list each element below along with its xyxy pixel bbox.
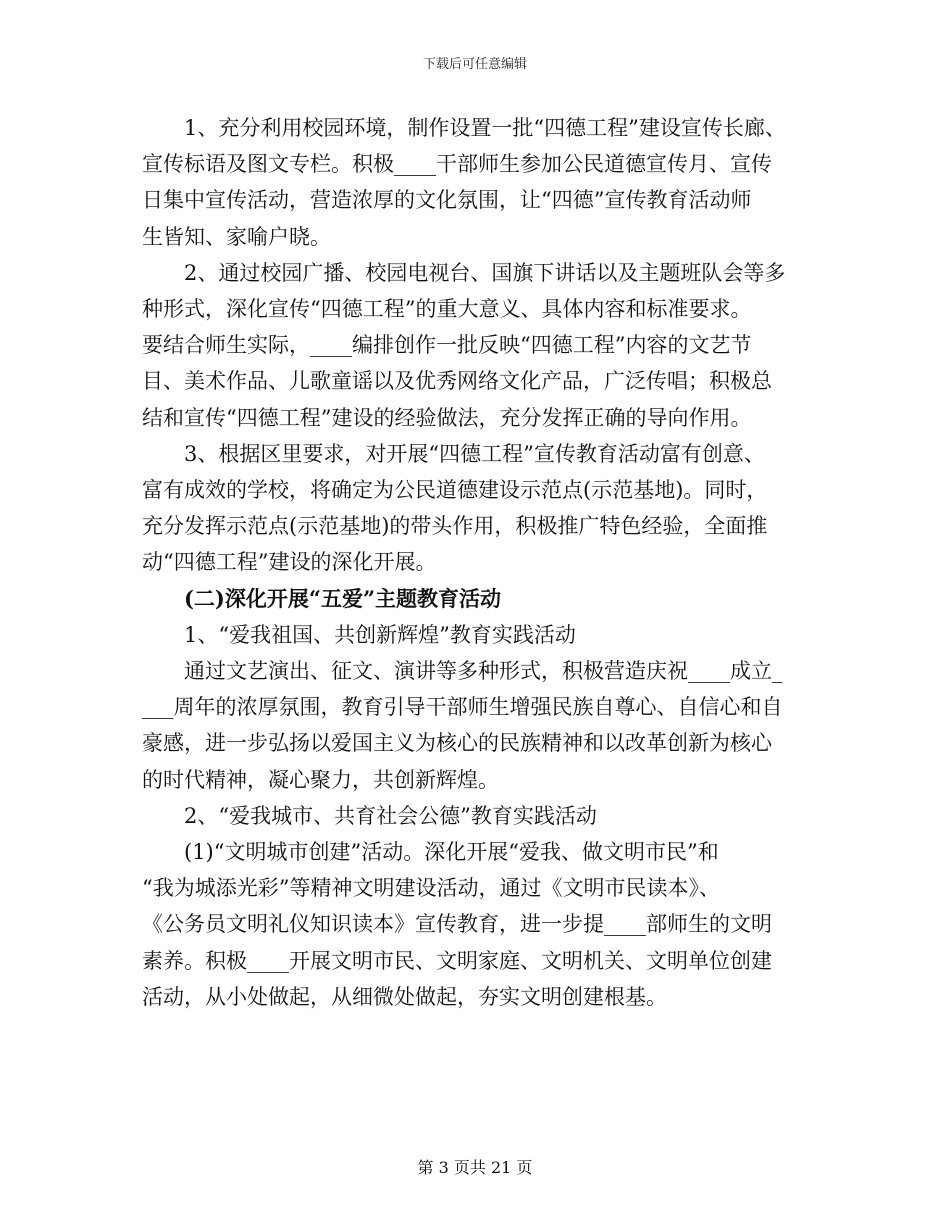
paragraph-1 bbox=[142, 110, 802, 255]
text-line: 豪感，进一步弘扬以爱国主义为核心的民族精神和以改革创新为核心 bbox=[142, 731, 772, 756]
text-line: 富有成效的学校，将确定为公民道德建设示范点(示范基地)。同时， bbox=[142, 478, 768, 503]
subheading-2 bbox=[142, 798, 802, 834]
text-line: ___周年的浓厚氛围，教育引导干部师生增强民族自尊心、自信心和自 bbox=[142, 695, 783, 720]
text-line: 结和宣传“四德工程”建设的经验做法，充分发挥正确的导向作用。 bbox=[142, 405, 752, 430]
text-line: 目、美术作品、儿歌童谣以及优秀网络文化产品，广泛传唱；积极总 bbox=[142, 369, 772, 394]
text-line: 日集中宣传活动，营造浓厚的文化氛围，让“四德”宣传教育活动师 bbox=[142, 188, 752, 213]
text-line: 要结合师生实际，____编排创作一批反映“四德工程”内容的文艺节 bbox=[142, 333, 752, 358]
page-header: 下载后可任意编辑 bbox=[422, 57, 527, 72]
text-line: 通过文艺演出、征文、演讲等多种形式，积极营造庆祝____成立_ bbox=[184, 659, 783, 684]
subheading-1 bbox=[142, 617, 802, 653]
text-line: 的时代精神，凝心聚力，共创新辉煌。 bbox=[142, 767, 499, 792]
text-line: 种形式，深化宣传“四德工程”的重大意义、具体内容和标准要求。 bbox=[142, 297, 752, 322]
text-line: (1)“文明城市创建”活动。深化开展“爱我、做文明市民”和 bbox=[184, 840, 719, 865]
document-body bbox=[142, 110, 802, 1015]
paragraph-4 bbox=[142, 653, 802, 798]
paragraph-3 bbox=[142, 436, 802, 581]
text-line: 《公务员文明礼仪知识读本》宣传教育，进一步提____部师生的文明 bbox=[142, 912, 772, 937]
text-line: 1、充分利用校园环境，制作设置一批“四德工程”建设宣传长廊、 bbox=[184, 116, 786, 140]
text-line: 宣传标语及图文专栏。积极____干部师生参加公民道德宣传月、宣传 bbox=[142, 152, 772, 177]
text-line: 素养。积极____开展文明市民、文明家庭、文明机关、文明单位创建 bbox=[142, 948, 772, 973]
paragraph-5 bbox=[142, 834, 802, 1015]
text-line: 1、“爱我祖国、共创新辉煌”教育实践活动 bbox=[184, 622, 576, 647]
text-line: 2、通过校园广播、校园电视台、国旗下讲话以及主题班队会等多 bbox=[184, 260, 786, 285]
text-line: 3、根据区里要求，对开展“四德工程”宣传教育活动富有创意、 bbox=[184, 441, 765, 466]
text-line: “我为城添光彩”等精神文明建设活动，通过《文明市民读本》、 bbox=[142, 876, 720, 901]
page-footer: 第 3 页共 21 页 bbox=[417, 1158, 533, 1177]
text-line: 2、“爱我城市、共育社会公德”教育实践活动 bbox=[184, 803, 597, 828]
text-line: 生皆知、家喻户晓。 bbox=[142, 224, 331, 249]
section-heading bbox=[142, 581, 802, 617]
text-line: 动“四德工程”建设的深化开展。 bbox=[142, 550, 437, 575]
text-line: 活动，从小处做起，从细微处做起，夯实文明创建根基。 bbox=[142, 984, 667, 1009]
heading-text: (二)深化开展“五爱”主题教育活动 bbox=[184, 585, 502, 611]
paragraph-2 bbox=[142, 255, 802, 436]
text-line: 充分发挥示范点(示范基地)的带头作用，积极推广特色经验，全面推 bbox=[142, 514, 768, 539]
